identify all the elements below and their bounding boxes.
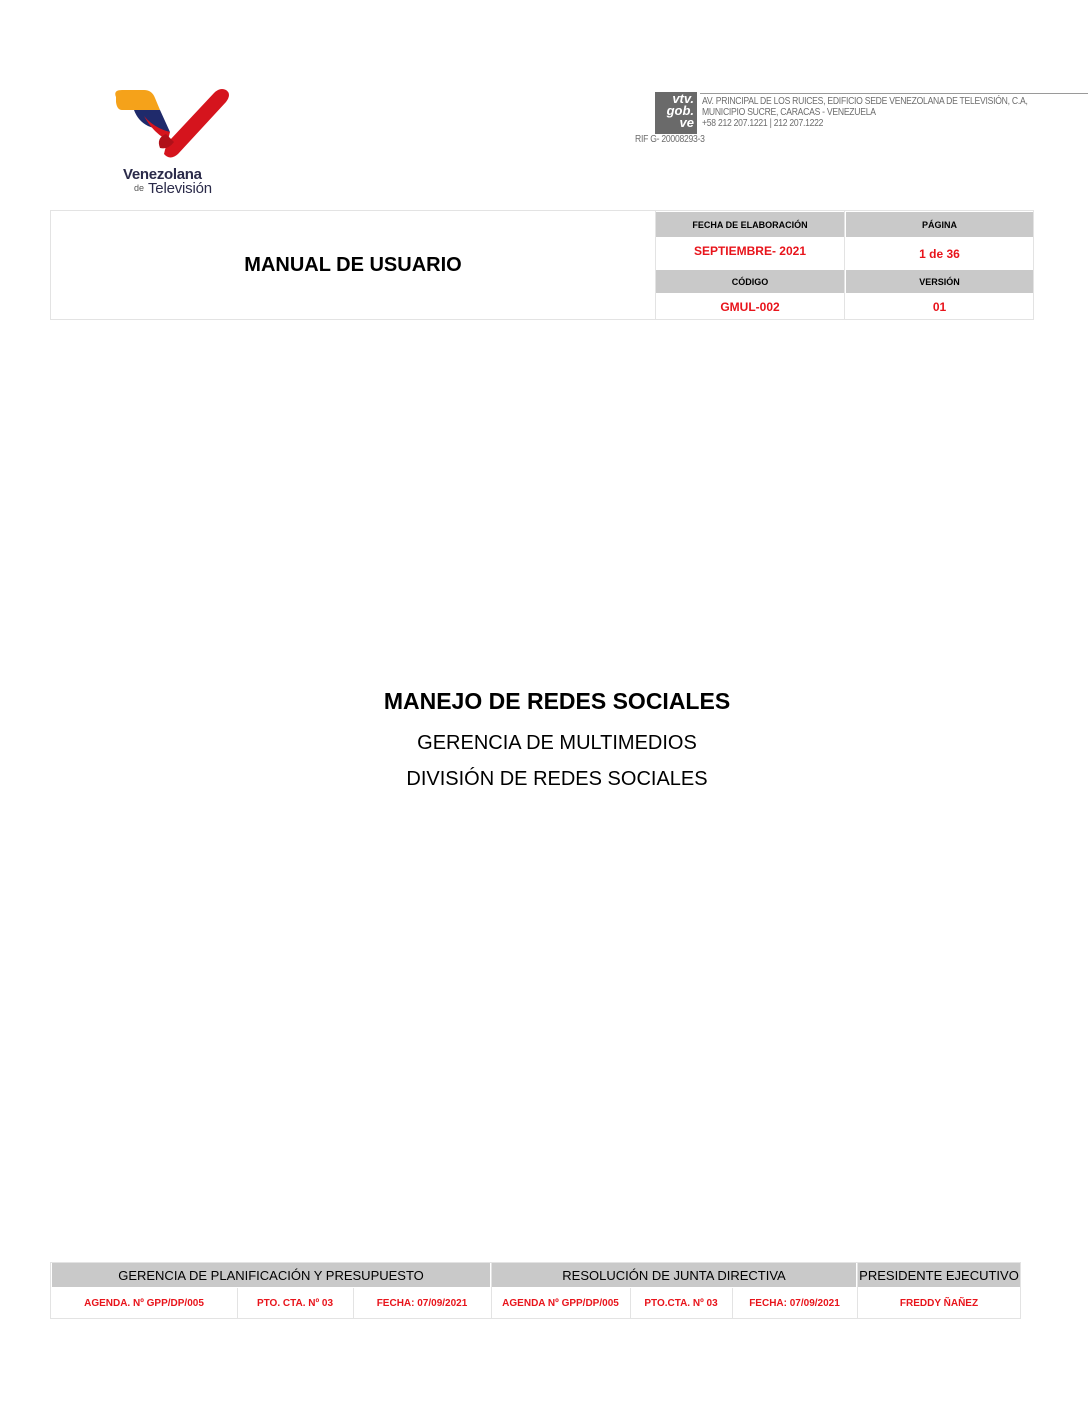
vtv-logo-mark-icon bbox=[108, 88, 238, 168]
footer-president-name: FREDDY ÑAÑEZ bbox=[899, 1297, 979, 1309]
address-phone: +58 212 207.1221 | 212 207.1222 bbox=[702, 118, 824, 129]
logo-de-text: de bbox=[134, 183, 145, 193]
header-col-divider bbox=[844, 211, 845, 319]
fecha-value: SEPTIEMBRE- 2021 bbox=[656, 239, 844, 269]
document-title: MANEJO DE REDES SOCIALES bbox=[383, 688, 731, 714]
version-value: 01 bbox=[846, 295, 1033, 319]
footer-pto-planning: PTO. CTA. Nº 03 bbox=[256, 1297, 334, 1309]
footer-agenda-planning: AGENDA. Nº GPP/DP/005 bbox=[84, 1297, 204, 1309]
logo-name-text: Venezolana bbox=[123, 166, 202, 183]
document-header-table bbox=[50, 210, 1034, 320]
version-label: VERSIÓN bbox=[846, 270, 1033, 293]
codigo-label: CÓDIGO bbox=[656, 270, 844, 293]
badge-line-3: ve bbox=[679, 115, 694, 130]
footer-fecha-planning: FECHA: 07/09/2021 bbox=[376, 1297, 468, 1309]
document-subtitle-division: DIVISIÓN DE REDES SOCIALES bbox=[406, 768, 708, 790]
footer-header-planning: GERENCIA DE PLANIFICACIÓN Y PRESUPUESTO bbox=[52, 1263, 490, 1287]
badge-line-1: vtv. bbox=[672, 91, 694, 106]
address-text bbox=[702, 96, 1028, 129]
manual-title: MANUAL DE USUARIO bbox=[244, 253, 462, 276]
pagina-value: 1 de 36 bbox=[846, 239, 1033, 269]
vtv-gob-badge bbox=[655, 92, 697, 134]
badge-line-2: gob. bbox=[666, 103, 694, 118]
vtv-logo bbox=[108, 88, 238, 200]
fecha-label: FECHA DE ELABORACIÓN bbox=[656, 212, 844, 237]
approval-footer-table bbox=[50, 1262, 1021, 1319]
rif-number: RIF G- 20008293-3 bbox=[635, 134, 705, 145]
footer-header-resolution: RESOLUCIÓN DE JUNTA DIRECTIVA bbox=[492, 1263, 856, 1287]
footer-fecha-resolution: FECHA: 07/09/2021 bbox=[749, 1297, 840, 1309]
pagina-label: PÁGINA bbox=[846, 212, 1033, 237]
footer-agenda-resolution: AGENDA Nº GPP/DP/005 bbox=[502, 1297, 619, 1309]
address-line-1: AV. PRINCIPAL DE LOS RUICES, EDIFICIO SEDE VENEZOLANA DE TELEVISIÓN, C.A, bbox=[702, 96, 1028, 107]
address-line-2: MUNICIPIO SUCRE, CARACAS - VENEZUELA bbox=[702, 107, 876, 118]
footer-pto-resolution: PTO.CTA. Nº 03 bbox=[644, 1297, 718, 1309]
address-divider bbox=[700, 93, 1088, 94]
document-subtitle-management: GERENCIA DE MULTIMEDIOS bbox=[417, 732, 697, 754]
logo-television-text: Televisión bbox=[148, 180, 212, 197]
codigo-value: GMUL-002 bbox=[656, 295, 844, 319]
footer-header-president: PRESIDENTE EJECUTIVO bbox=[858, 1263, 1020, 1287]
